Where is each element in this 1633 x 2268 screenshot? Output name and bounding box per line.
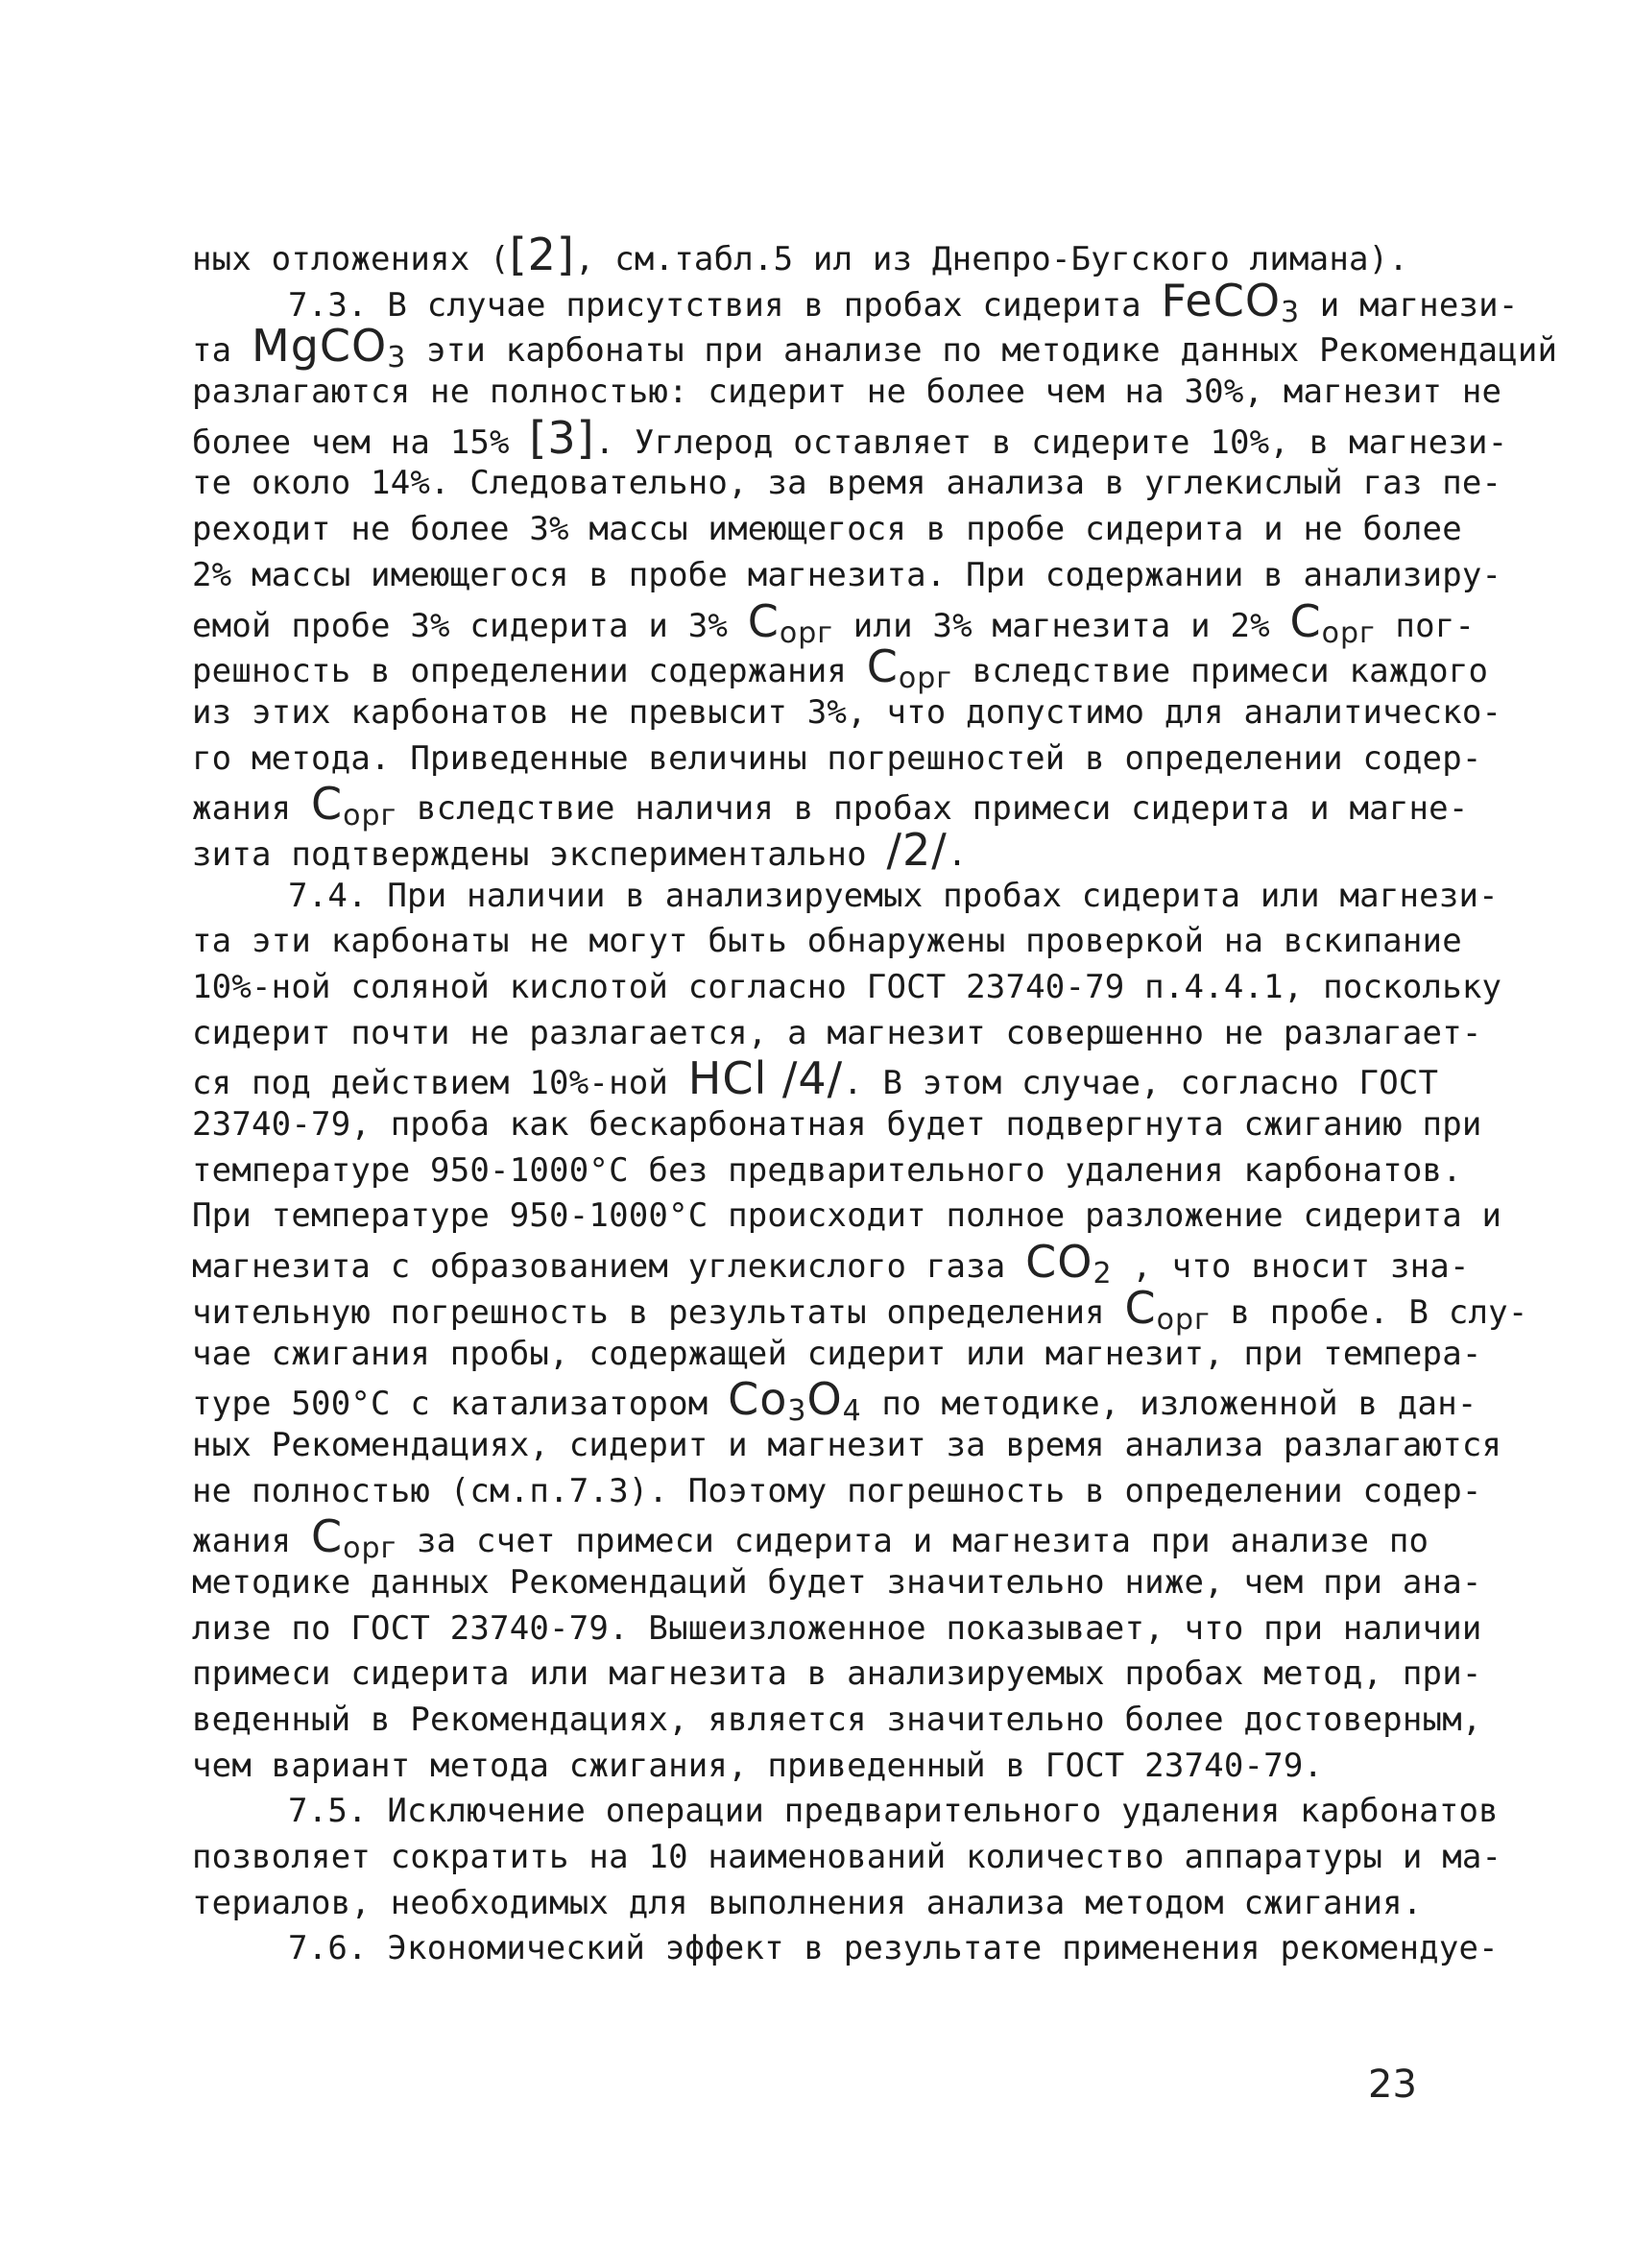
typed-text: 7.6. Экономический эффект в результате применения рекомендуе- <box>288 1929 1499 1968</box>
typed-text: 23740-79, проба как бескарбонатная будет подвергнута сжиганию при <box>192 1105 1482 1145</box>
typed-text: вследствие примеси каждого <box>952 652 1489 691</box>
text-line <box>192 1881 1469 1927</box>
text-line <box>192 1148 1469 1194</box>
handwritten-insert <box>1025 1236 1113 1291</box>
paragraph-7-5 <box>192 1789 1502 1926</box>
typed-text: та эти карбонаты не могут быть обнаружены проверкой на вскипание <box>192 922 1462 961</box>
paragraph-continuation <box>192 229 1469 280</box>
text-line <box>192 778 1469 833</box>
typed-text: ных отложениях ( <box>192 240 510 278</box>
text-line <box>192 320 1558 375</box>
typed-text: методике данных Рекомендаций будет значительно ниже, чем при ана- <box>192 1562 1482 1602</box>
text-line <box>192 874 1499 920</box>
typed-text: териалов, необходимых для выполнения анализа методом сжигания. <box>192 1883 1423 1922</box>
text-line <box>192 640 1489 696</box>
typed-text: . Углерод оставляет в сидерите 10%, в магнези- <box>594 422 1508 462</box>
handwritten-subscript: 2 <box>1093 1257 1113 1291</box>
typed-text: или 3% магнезита и 2% <box>833 606 1290 645</box>
handwritten-text: C <box>311 1510 344 1563</box>
typed-text: реходит не более 3% массы имеющегося в пробе сидерита и не более <box>192 510 1462 549</box>
typed-text: . В этом случае, согласно ГОСТ <box>843 1064 1439 1103</box>
handwritten-text: C <box>747 594 780 647</box>
handwritten-subscript: орг <box>343 799 397 833</box>
typed-text: за счет примеси сидерита и магнезита при анализе по <box>396 1522 1429 1561</box>
handwritten-text: C <box>1289 594 1322 647</box>
text-line <box>192 1606 1482 1653</box>
typed-text: разлагаются не полностью: сидерит не более чем на 30%, магнезит не <box>192 373 1502 412</box>
handwritten-subscript: 3 <box>787 1394 807 1429</box>
handwritten-subscript: орг <box>898 662 953 696</box>
typed-text: емой пробе 3% сидерита и 3% <box>192 606 748 645</box>
text-line <box>192 1926 1499 1972</box>
handwritten-insert <box>1161 274 1301 329</box>
typed-text: туре 500°С с катализатором <box>192 1385 729 1424</box>
handwritten-text: O <box>806 1373 843 1426</box>
text-line <box>192 1469 1482 1515</box>
typed-text: пог- <box>1375 606 1476 645</box>
text-line <box>192 411 1508 464</box>
text-line <box>192 1373 1477 1429</box>
text-line <box>192 1560 1482 1606</box>
typed-text: ных Рекомендациях, сидерит и магнезит за время анализа разлагаются <box>192 1425 1502 1464</box>
typed-text: чае сжигания пробы, содержащей сидерит или магнезит, при темпера- <box>192 1334 1482 1373</box>
typed-text: эти карбонаты при анализе по методике данных Рекомендаций <box>406 331 1558 371</box>
handwritten-text: HCl /4/ <box>687 1052 844 1105</box>
handwritten-insert <box>1289 594 1376 650</box>
text-line <box>192 823 1469 876</box>
body-text <box>192 229 1558 1972</box>
typed-text: 10%-ной соляной кислотой согласно ГОСТ 23740-79 п.4.4.1, поскольку <box>192 968 1502 1006</box>
handwritten-insert <box>1124 1281 1211 1337</box>
handwritten-insert <box>510 229 575 280</box>
typed-text: . <box>947 834 968 874</box>
text-line <box>192 919 1469 965</box>
typed-text: примеси сидерита или магнезита в анализируемых пробах метод, при- <box>192 1654 1482 1694</box>
handwritten-subscript: орг <box>343 1532 397 1566</box>
text-line <box>192 1789 1499 1835</box>
handwritten-text: [3] <box>529 411 595 464</box>
typed-text: не полностью (см.п.7.3). Поэтому погрешность в определении содер- <box>192 1471 1482 1510</box>
typed-text: 7.5. Исключение операции предварительного удаления карбонатов <box>288 1792 1499 1831</box>
text-line <box>192 594 1476 650</box>
typed-text: лизе по ГОСТ 23740-79. Вышеизложенное показывает, что при наличии <box>192 1608 1482 1648</box>
typed-text: та <box>192 331 252 371</box>
text-line <box>192 1194 1502 1240</box>
typed-text: из этих карбонатов не превысит 3%, что допустимо для аналитическо- <box>192 692 1502 732</box>
typed-text: позволяет сократить на 10 наименований количество аппаратуры и ма- <box>192 1838 1502 1877</box>
typed-text: те около 14%. Следовательно, за время анализа в углекислый газ пе- <box>192 464 1502 503</box>
handwritten-insert <box>529 412 594 464</box>
text-line <box>192 1332 1482 1378</box>
handwritten-insert <box>252 320 407 375</box>
text-line <box>192 1102 1482 1148</box>
handwritten-text: C <box>311 778 344 831</box>
text-line <box>192 1510 1469 1566</box>
handwritten-subscript: орг <box>1156 1302 1211 1337</box>
handwritten-insert <box>747 594 834 650</box>
typed-text: вследствие наличия в пробах примеси сидерита и магне- <box>396 789 1469 829</box>
text-line <box>192 1236 1470 1291</box>
text-line <box>192 553 1502 599</box>
handwritten-insert <box>886 824 947 876</box>
handwritten-insert <box>806 1373 862 1429</box>
typed-text: магнезита с образованием углекислого газа <box>192 1247 1026 1287</box>
text-line <box>192 507 1469 553</box>
typed-text: в пробе. В слу- <box>1210 1292 1528 1332</box>
typed-text: зита подтверждены экспериментально <box>192 834 887 874</box>
handwritten-subscript: орг <box>779 615 834 650</box>
text-line <box>192 1744 1469 1790</box>
handwritten-insert <box>311 1510 397 1566</box>
text-line <box>192 229 1469 280</box>
typed-text: чем вариант метода сжигания, приведенный в ГОСТ 23740-79. <box>192 1746 1324 1785</box>
text-line <box>192 274 1519 329</box>
text-line <box>192 461 1502 507</box>
text-line <box>192 370 1502 416</box>
text-line <box>192 1698 1482 1744</box>
handwritten-text: MgCO <box>252 320 388 373</box>
handwritten-insert <box>728 1373 807 1429</box>
handwritten-text: C <box>866 640 899 693</box>
handwritten-subscript: орг <box>1321 615 1376 650</box>
typed-text: по методике, изложенной в дан- <box>861 1385 1477 1424</box>
typed-text: 2% массы имеющегося в пробе магнезита. При содержании в анализиру- <box>192 555 1502 594</box>
handwritten-subscript: 4 <box>842 1394 862 1429</box>
typed-text: ся под действием 10%-ной <box>192 1064 688 1103</box>
typed-text: решность в определении содержания <box>192 652 867 691</box>
typed-text: 7.4. При наличии в анализируемых пробах сидерита или магнези- <box>288 876 1499 915</box>
handwritten-subscript: 3 <box>387 341 407 375</box>
paragraph-7-3 <box>192 274 1558 876</box>
typed-text: , см.табл.5 ил из Днепро-Бугского лимана). <box>574 240 1409 278</box>
typed-text: жания <box>192 1522 312 1561</box>
text-line <box>192 690 1502 736</box>
handwritten-text: /2/ <box>886 823 948 876</box>
typed-text: веденный в Рекомендациях, является значительно более достоверным, <box>192 1701 1482 1739</box>
page-number: 23 <box>1368 2063 1417 2107</box>
text-line <box>192 1652 1482 1698</box>
paragraph-7-4 <box>192 874 1528 1790</box>
typed-text: го метода. Приведенные величины погрешностей в определении содер- <box>192 738 1482 778</box>
handwritten-text: FeCO <box>1161 274 1282 326</box>
typed-text: При температуре 950-1000°С происходит полное разложение сидерита и <box>192 1196 1502 1236</box>
handwritten-text: C <box>1124 1281 1157 1334</box>
typed-text: температуре 950-1000°С без предварительного удаления карбонатов. <box>192 1150 1462 1190</box>
paragraph-7-6 <box>192 1926 1499 1972</box>
text-line <box>192 1423 1502 1469</box>
text-line <box>192 965 1502 1011</box>
typed-text: , что вносит зна- <box>1112 1247 1470 1287</box>
handwritten-text: CO <box>1025 1236 1093 1289</box>
handwritten-text: Co <box>728 1373 788 1426</box>
typed-text: чительную погрешность в результаты определения <box>192 1292 1125 1332</box>
text-line <box>192 1052 1469 1105</box>
text-line <box>192 1281 1528 1337</box>
typed-text: более чем на 15% <box>192 422 530 462</box>
typed-text: и магнези- <box>1300 285 1519 325</box>
handwritten-subscript: 3 <box>1281 295 1301 329</box>
handwritten-insert <box>311 778 397 833</box>
typed-text: сидерит почти не разлагается, а магнезит совершенно не разлагает- <box>192 1013 1482 1052</box>
text-line <box>192 1011 1482 1057</box>
text-line <box>192 1835 1502 1881</box>
typed-text: 7.3. В случае присутствия в пробах сидерита <box>288 285 1162 325</box>
handwritten-insert <box>688 1052 843 1104</box>
handwritten-text: [2] <box>509 229 575 280</box>
text-line <box>192 736 1482 783</box>
handwritten-insert <box>866 640 953 696</box>
typed-text: жания <box>192 789 312 829</box>
